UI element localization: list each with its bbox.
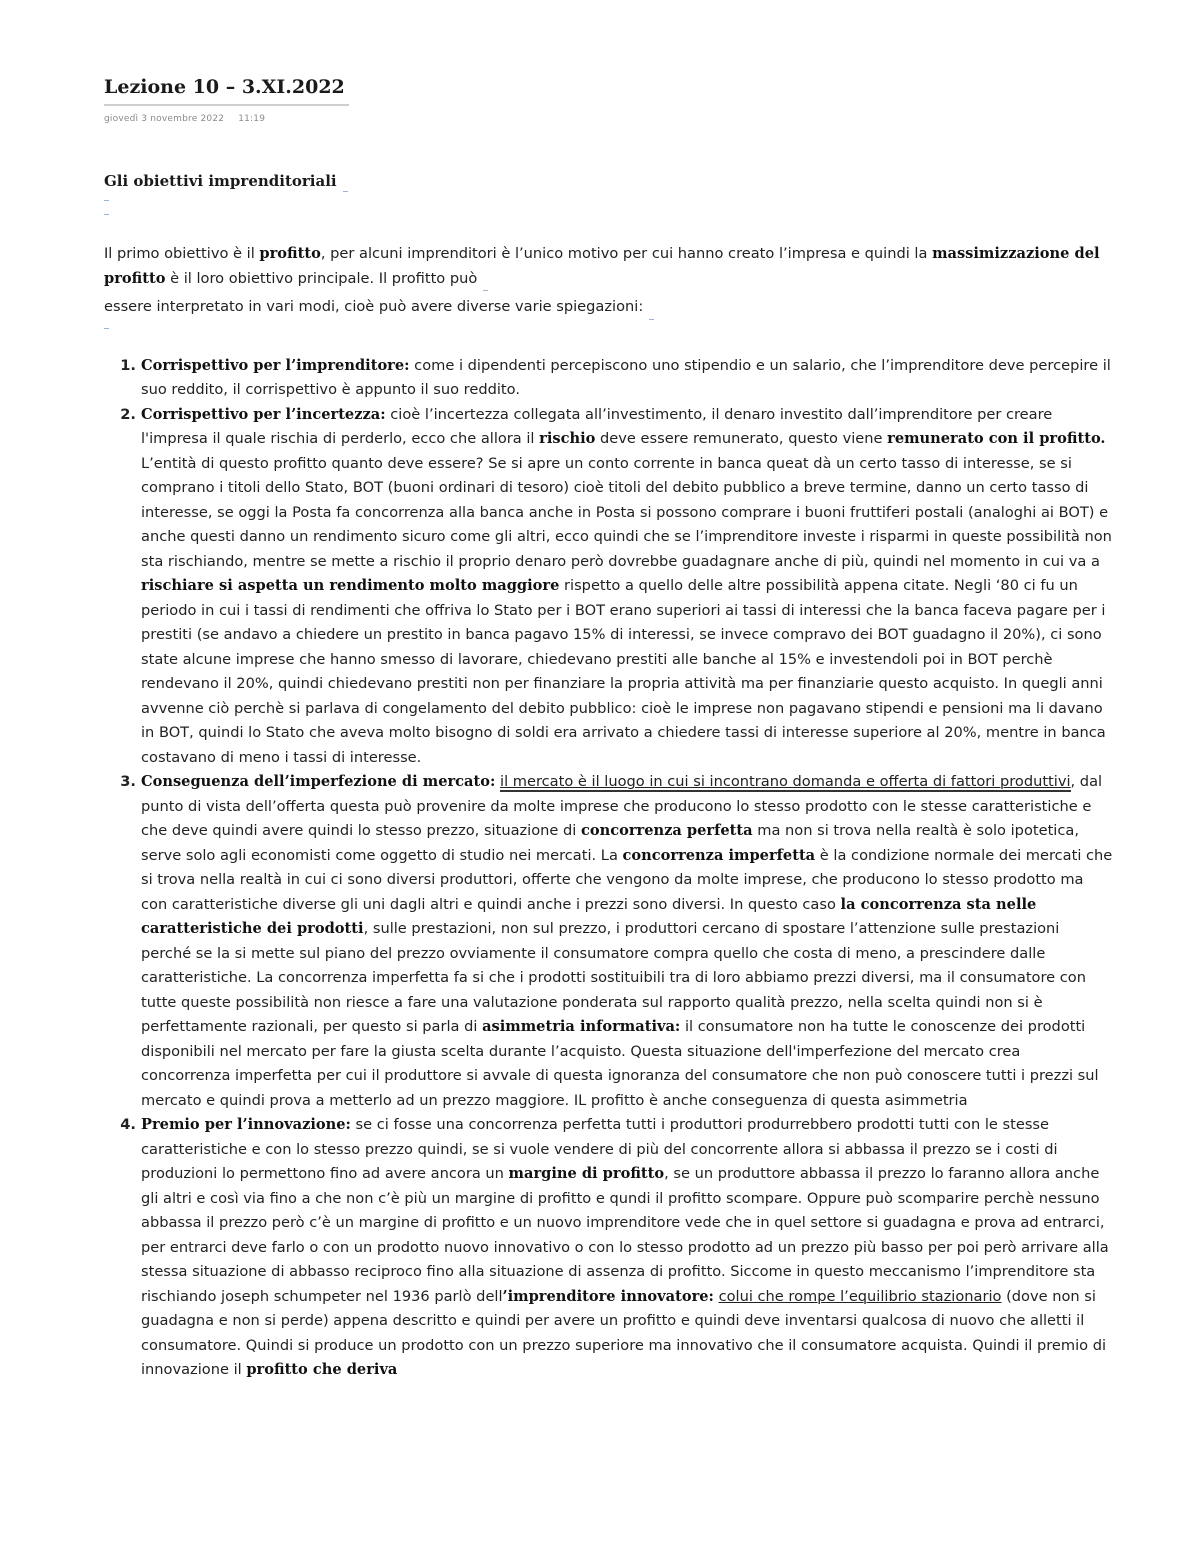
text-run: deve essere remunerato, questo viene [595,430,888,447]
list-item [141,354,1114,403]
document-page [104,74,1114,1383]
item-title: Corrispettivo per l’incertezza: [141,405,386,423]
text-run: ma non si trova nella realtà è solo ipotetica, serve solo agli economisti come oggetto di studio nei mercati. La [141,822,1079,864]
list-item [141,770,1114,1113]
bold-run: concorrenza imperfetta [622,846,816,864]
text-run: , se un produttore abbassa il prezzo lo faranno allora anche gli altri e così via fino a che non c’è più un margine di profitto e qundi il profitto scompare. Oppure può scomparire perchè nessuno abbassa il prezzo però c’è un margine di profitto e un nuovo imprenditore vede che in quel settore si guadagna e prova ad entrarci, per entrarci deve farlo o con un prodotto nuovo innovativo o con lo stesso prodotto ad un prezzo più basso per poi però arrivare alla stessa situazione di abbasso reciproco fino alla situazione di assenza di profitto. Siccome in questo meccanismo l’imprenditore sta rischiando joseph schumpeter nel 1936 parlò dell [141,1165,1109,1305]
bold-run: concorrenza perfetta [580,822,753,839]
list-item [141,1113,1114,1383]
bold-run: la concorrenza sta nelle caratteristiche dei prodotti [141,895,1037,937]
section-heading-text: Gli obiettivi imprenditoriali [104,172,337,190]
page-time: 11:19 [238,114,266,124]
text-run: L’entità di questo profitto quanto deve essere? Se si apre un conto corrente in banca queat dà un certo tasso di interesse, se si comprano i titoli dello Stato, BOT (buoni ordinari di tesoro) cioè titoli del debito pubblico a breve termine, danno un certo tasso di interesse, se oggi la Posta fa concorrenza alla banca anche in Posta si possono comprare i buoni fruttiferi postali (analoghi ai BOT) e anche questi danno un rendimento sicuro come gli altri, ecco quindi che se l’imprenditore investe i risparmi in queste possibilità non sta rischiando, mentre se mette a rischio il proprio denaro però dovrebbe guadagnare anche di più, quindi nel momento in cui va a [141,454,1112,570]
empty-line [104,192,1114,206]
anchor-mark [104,214,109,215]
text-run: è il loro obiettivo principale. Il profitto può [165,269,478,287]
intro-paragraph-2 [104,295,1114,320]
anchor-mark [104,328,109,329]
text-run: , per alcuni imprenditori è l’unico motivo per cui hanno creato l’impresa e quindi la [320,245,933,262]
text-run: rispetto a quello delle altre possibilità appena citate. Negli ‘80 ci fu un periodo in cui i tassi di rendimenti che offriva lo Stato per i BOT erano superiori ai tassi di interessi che la banca faceva pagare per i prestiti (se andavo a chiedere un prestito in banca pagavo 15% di interessi, se invece compravo dei BOT guadagno il 20%), ci sono state alcune imprese che hanno smesso di lavorare, chiedevano prestiti alle banche al 15% e investendoli poi in BOT perchè rendevano il 20%, quindi chiedevano prestiti non per finanziare la propria attività ma per finanziarie questo acquisto. In quegli anni avvenne ciò perchè si parlava di congelamento del debito pubblico: cioè le imprese non pagavano stipendi e pensioni ma li davano in BOT, quindi lo Stato che aveva molto bisogno di soldi era arrivato a chiedere tassi di interesse superiore al 20%, mentre in banca costavano di meno i tassi di interesse. [141,577,1106,766]
section-heading [104,170,1114,192]
text-run: , sulle prestazioni, non sul prezzo, i produttori cercano di spostare l’attenzione sulle prestazioni perché se la si mette sul piano del prezzo ovviamente il consumatore compra quello che costa di meno, a prescindere dalle caratteristiche. La concorrenza imperfetta fa si che i prodotti sostituibili tra di loro abbiamo prezzi diversi, ma il consumatore con tutte queste possibilità non riesce a fare una valutazione ponderata sul rapporto qualità prezzo, nella scelta quindi non si è perfettamente razionali, per questo si parla di [141,920,1086,1035]
text-run: Il primo obiettivo è il [104,245,260,262]
text-run: (dove non si guadagna e non si perde) appena descritto e quindi per avere un profitto e quindi deve inventarsi qualcosa di nuovo che alletti il consumatore. Quindi si produce un prodotto con un prezzo superiore ma innovativo che il consumatore acquista. Quindi il premio di innovazione il [141,1287,1107,1378]
anchor-mark [104,200,109,201]
bold-run: profitto [259,245,321,262]
empty-line [104,320,1114,334]
bold-run: asimmetria informativa: [482,1018,681,1035]
bold-run: profitto che deriva [246,1361,398,1378]
page-date: giovedì 3 novembre 2022 [104,114,225,124]
objectives-list [104,354,1114,1383]
anchor-mark [483,290,488,291]
text-run: , dal punto di vista dell’offerta questa può provenire da molte imprese che producono lo stesso prodotto con le stesse caratteristiche e che deve quindi avere quindi lo stesso prezzo, situazione di [141,773,1103,839]
page-title: Lezione 10 – 3.XI.2022 [104,74,349,106]
text-run: essere interpretato in vari modi, cioè può avere diverse varie spiegazioni: [104,298,644,315]
underlined-run: colui che rompe l’equilibrio stazionario [718,1287,1002,1305]
text-run: cioè l’incertezza collegata all’investimento, il denaro investito dall’imprenditore per creare l'impresa il quale rischia di perderlo, ecco che allora il [141,405,1053,447]
text-run: è la condizione normale dei mercati che si trova nella realtà in cui ci sono diversi produttori, offerte che vengono da molte imprese, che producono lo stesso prodotto ma con caratteristiche diverse gli uni dagli altri e quindi anche i prezzi sono diversi. In questo caso [141,846,1113,913]
bold-run: rischio [539,430,596,447]
list-item [141,403,1114,771]
underlined-run: il mercato è il luogo in cui si incontrano domanda e offerta di fattori produttivi [500,773,1071,790]
text-run: come i dipendenti percepiscono uno stipendio e un salario, che l’imprenditore deve percepire il suo reddito, il corrispettivo è appunto il suo reddito. [141,356,1111,398]
bold-run: rischiare si aspetta un rendimento molto maggiore [141,577,560,594]
item-title: Premio per l’innovazione: [141,1116,351,1133]
intro-paragraph [104,242,1114,291]
bold-run: margine di profitto [508,1165,665,1182]
item-title: Corrispettivo per l’imprenditore: [141,356,410,374]
empty-line [104,206,1114,220]
text-run: se ci fosse una concorrenza perfetta tutti i produttori produrrebbero prodotti tutti con le stesse caratteristiche e con lo stesso prezzo quindi, se si vuole vendere di più del concorrente allora si abbassa il prezzo se i costi di produzioni lo permettono fino ad avere ancora un [141,1116,1058,1182]
item-title: Conseguenza dell’imperfezione di mercato: [141,773,496,790]
bold-run: remunerato con il profitto. [887,430,1106,447]
page-meta [104,114,1114,124]
text-run: il consumatore non ha tutte le conoscenze dei prodotti disponibili nel mercato per fare la giusta scelta durante l’acquisto. Questa situazione dell'imperfezione del mercato crea concorrenza imperfetta per cui il produttore si avvale di questa ignoranza del consumatore che non può conoscere tutti i prezzi sul mercato e quindi prova a metterlo ad un prezzo maggiore. IL profitto è anche conseguenza di questa asimmetria [141,1018,1099,1109]
bold-run: ’imprenditore innovatore: [502,1287,714,1305]
bold-run: massimizzazione del profitto [104,245,1100,287]
